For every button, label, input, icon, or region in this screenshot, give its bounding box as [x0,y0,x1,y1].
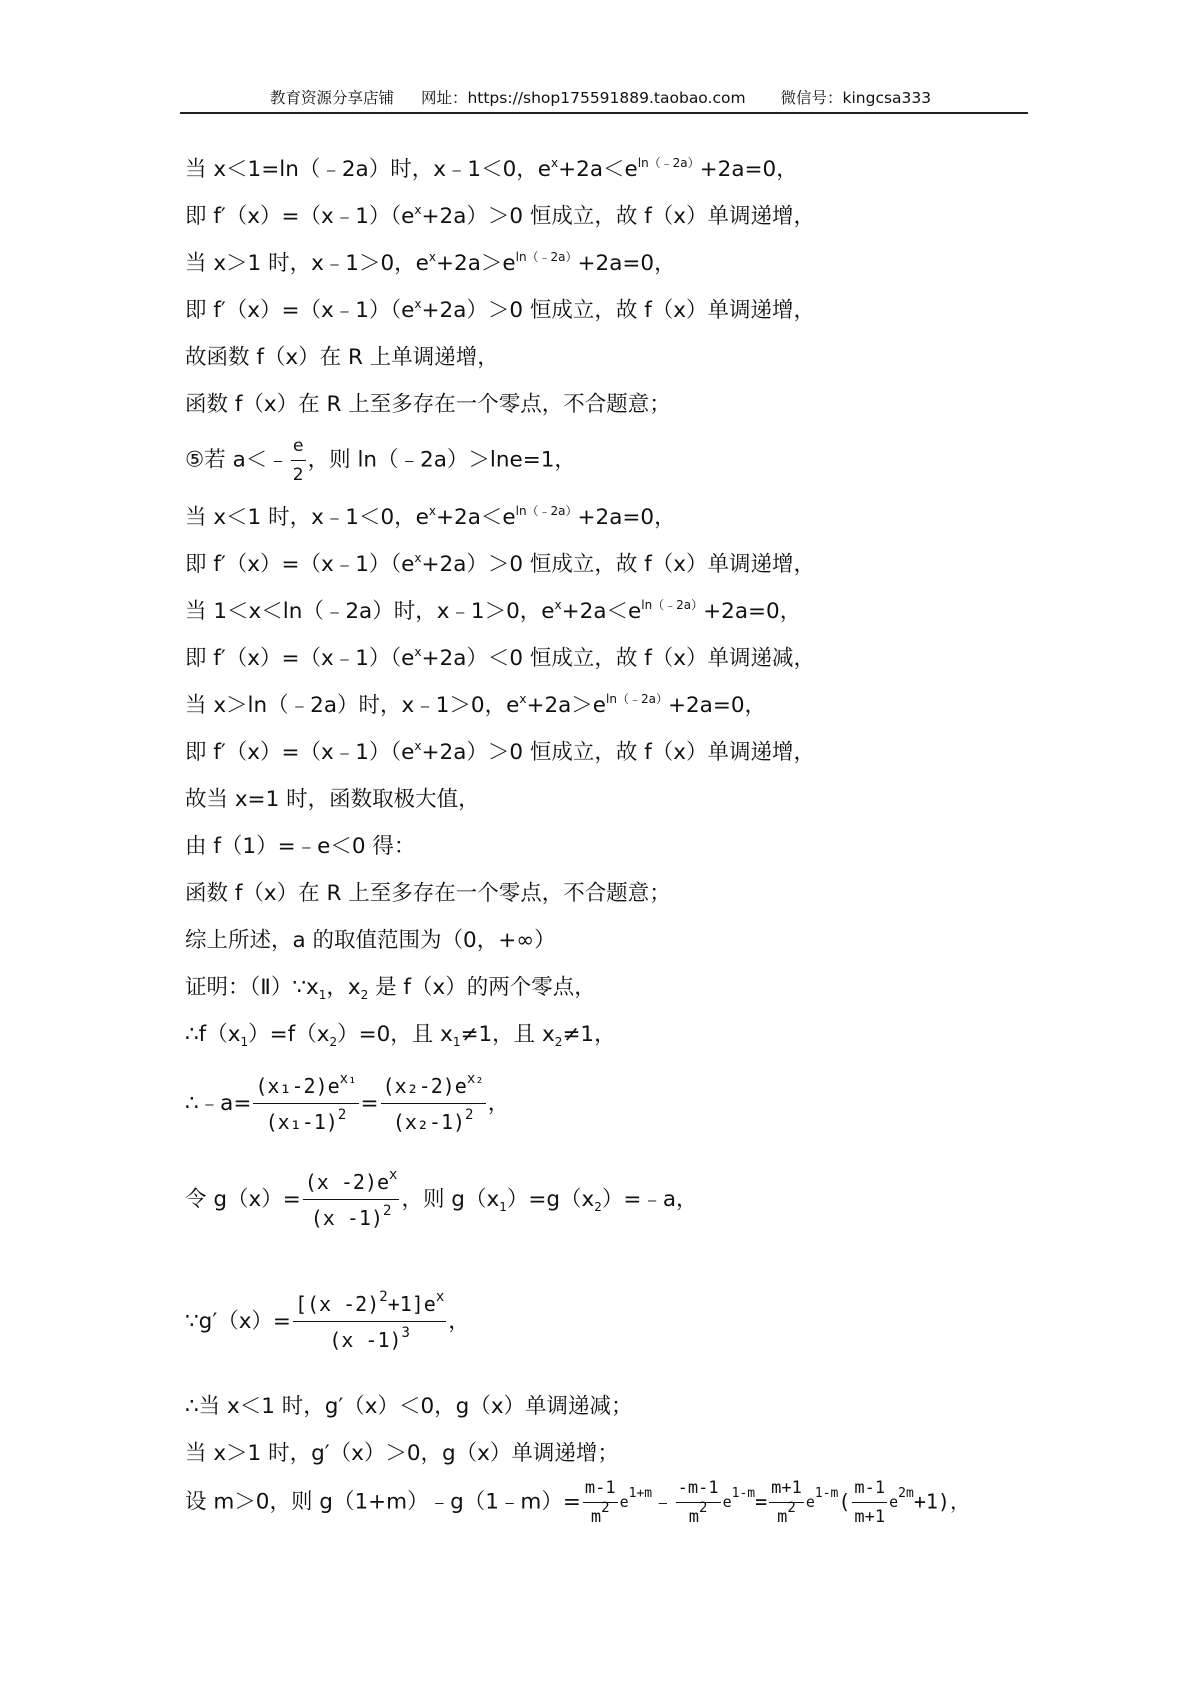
text-line: 故函数 f（x）在 R 上单调递增， [185,345,499,370]
text-line: 当 x＜1=ln（﹣2a）时，x﹣1＜0，$e^x+2a<e^{ln(﹣2a)}+2a=0$， [185,156,798,182]
text-line: 当 1＜x＜ln（﹣2a）时，x﹣1＞0，$e^x+2a<e^{ln(﹣2a)}+2a=0$， [185,598,802,624]
equation-line: 设 m＞0，则 g（1+m）﹣g（1﹣m）= $\frac{m-1}{m^2}$ $e^{1+m}﹣$ $\frac{-m-1}{m^2}$ $e^{1-m}=$ $\frac{m+1}{m^2}$ $e^{1-m}$( $\frac{m-1}{m+1}$ $e^{2m}+1$)， [185,1474,970,1531]
text-line: 当 x＞1 时，x﹣1＞0，$e^x+2a>e^{ln(﹣2a)}+2a=0$， [185,250,676,276]
text-line: $\therefore f(x_1)=f(x_2)=0$，且 $x_1\ne 1$，且 $x_2\ne 1$， [185,1022,616,1049]
equation-line: ∴﹣a= $\frac{(x_1-2)e^{x_1}}{(x_1-1)^2}$ = $\frac{(x_2-2)e^{x_2}}{(x_2-1)^2}$ ， [185,1071,510,1134]
text-line: ⑤若 a＜﹣ $\frac{e}{2}$ ，则 ln（﹣2a）＞lne=1， [185,432,576,489]
text-line: 函数 f（x）在 R 上至多存在一个零点，不合题意； [185,881,671,906]
text-line: 故当 x=1 时，函数取极大值， [185,787,480,812]
shop-url: 网址：https://shop175591889.taobao.com [420,89,746,107]
shop-name: 教育资源分享店铺 [270,89,395,107]
fraction: $\frac{[(x -2)^2+1]e^x}{(x -1)^3}$ [294,1289,445,1352]
text-line: 即 $f'(x)=(x﹣1)(e^x+2a)>0$ 恒成立，故 f（x）单调递增， [185,203,816,229]
fraction: $\frac{-m-1}{m^2}$ [676,1474,721,1531]
text-line: 当 x＞1 时，g′（x）＞0，g（x）单调递增； [185,1441,619,1466]
fraction: $\frac{m-1}{m+1}$ [852,1474,887,1531]
text-line: 证明：$(Ⅱ)\because x_1$，$x_2$ 是 f（x）的两个零点， [185,975,596,1002]
text-line: 即 $f'(x)=(x﹣1)(e^x+2a)<0$ 恒成立，故 f（x）单调递减， [185,645,816,671]
text-line: 当 x＜1 时，x﹣1＜0，$e^x+2a<e^{ln(﹣2a)}+2a=0$， [185,504,676,530]
equation-line: 令 g（x）= $\frac{(x -2)e^x}{(x -1)^2}$ ，则 $g(x_1)=g(x_2)=﹣a$， [185,1167,698,1230]
fraction: $\frac{(x -2)e^x}{(x -1)^2}$ [304,1167,398,1230]
fraction: $\frac{(x_2-2)e^{x_2}}{(x_2-1)^2}$ [382,1071,484,1134]
fraction: $\frac{m+1}{m^2}$ [769,1474,804,1531]
equation-line: ∵g′（x）= $\frac{[(x -2)^2+1]e^x}{(x -1)^3}$ ， [185,1289,470,1352]
text-line: 即 $f'(x)=(x﹣1)(e^x+2a)>0$ 恒成立，故 f（x）单调递增， [185,551,816,577]
text-line: ∴当 x＜1 时，g′（x）＜0，g（x）单调递减； [185,1394,633,1419]
text-line: 即 $f'(x)=(x﹣1)(e^x+2a)>0$ 恒成立，故 f（x）单调递增， [185,739,816,765]
text-line: 函数 f（x）在 R 上至多存在一个零点，不合题意； [185,392,671,417]
fraction: $\frac{e}{2}$ [291,432,306,489]
wechat-id: 微信号：kingcsa333 [780,89,932,107]
text-line: 综上所述，a 的取值范围为（0，+∞） [185,928,556,953]
text-line: 由 f（1）=﹣e＜0 得： [185,834,416,859]
page-header [270,86,1030,108]
header-rule [180,112,1028,114]
fraction: $\frac{m-1}{m^2}$ [583,1474,618,1531]
fraction: $\frac{(x_1-2)e^{x_1}}{(x_1-1)^2}$ [255,1071,357,1134]
text-line: 当 x＞ln（﹣2a）时，x﹣1＞0，$e^x+2a>e^{ln(﹣2a)}+2a=0$， [185,692,767,718]
text-line: 即 $f'(x)=(x﹣1)(e^x+2a)>0$ 恒成立，故 f（x）单调递增， [185,297,816,323]
